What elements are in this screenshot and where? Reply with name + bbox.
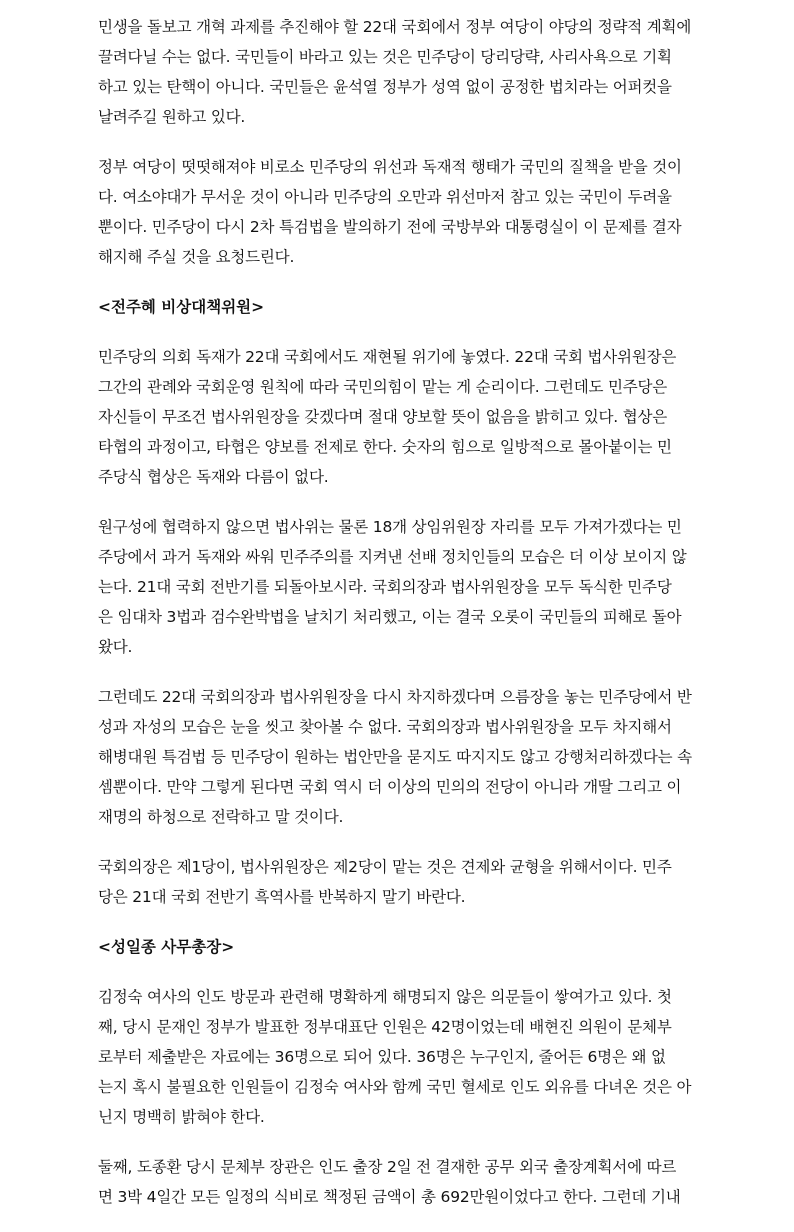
text-line: 주당식 협상은 독재와 다름이 없다.	[98, 468, 329, 486]
text-line: 끌려다닐 수는 없다. 국민들이 바라고 있는 것은 민주당이 당리당략, 사리사욕으로 기획	[98, 48, 672, 66]
text-line: 원구성에 협력하지 않으면 법사위는 물론 18개 상임위원장 자리를 모두 가져가겠다는 민	[98, 518, 682, 536]
text-line: 주당에서 과거 독재와 싸워 민주주의를 지켜낸 선배 정치인들의 모습은 더 이상 보이지 않	[98, 548, 687, 566]
text-line: 자신들이 무조건 법사위원장을 갖겠다며 절대 양보할 뜻이 없음을 밝히고 있다. 협상은	[98, 408, 668, 426]
text-line: 왔다.	[98, 638, 133, 656]
text-line: 은 임대차 3법과 검수완박법을 날치기 처리했고, 이는 결국 오롯이 국민들의 피해로 돌아	[98, 608, 682, 626]
text-line: 닌지 명백히 밝혀야 한다.	[98, 1108, 265, 1126]
text-line: 해지해 주실 것을 요청드린다.	[98, 248, 295, 266]
document-page	[98, 12, 698, 1232]
text-line: 재명의 하청으로 전락하고 말 것이다.	[98, 808, 344, 826]
paragraph	[98, 982, 698, 1132]
text-line: 민주당의 의회 독재가 22대 국회에서도 재현될 위기에 놓였다. 22대 국회 법사위원장은	[98, 348, 677, 366]
paragraph	[98, 12, 698, 132]
text-line: 그간의 관례와 국회운영 원칙에 따라 국민의힘이 맡는 게 순리이다. 그런데도 민주당은	[98, 378, 668, 396]
speaker-heading: <전주혜 비상대책위원>	[98, 298, 265, 316]
text-line: 날려주길 원하고 있다.	[98, 108, 246, 126]
text-line: 둘째, 도종환 당시 문체부 장관은 인도 출장 2일 전 결재한 공무 외국 출장계획서에 따르	[98, 1158, 677, 1176]
text-line: 타협의 과정이고, 타협은 양보를 전제로 한다. 숫자의 힘으로 일방적으로 몰아붙이는 민	[98, 438, 672, 456]
text-line: 당은 21대 국회 전반기 흑역사를 반복하지 말기 바란다.	[98, 888, 466, 906]
paragraph	[98, 512, 698, 662]
text-line: 성과 자성의 모습은 눈을 씻고 찾아볼 수 없다. 국회의장과 법사위원장을 모두 차지해서	[98, 718, 672, 736]
text-line: 민생을 돌보고 개혁 과제를 추진해야 할 22대 국회에서 정부 여당이 야당의 정략적 계획에	[98, 18, 692, 36]
text-line: 다. 여소야대가 무서운 것이 아니라 민주당의 오만과 위선마저 참고 있는 국민이 두려울	[98, 188, 672, 206]
paragraph	[98, 342, 698, 492]
text-line: 째, 당시 문재인 정부가 발표한 정부대표단 인원은 42명이었는데 배현진 의원이 문체부	[98, 1018, 672, 1036]
text-line: 뿐이다. 민주당이 다시 2차 특검법을 발의하기 전에 국방부와 대통령실이 이 문제를 결자	[98, 218, 682, 236]
text-line: 하고 있는 탄핵이 아니다. 국민들은 윤석열 정부가 성역 없이 공정한 법치라는 어퍼컷을	[98, 78, 672, 96]
text-line: 그런데도 22대 국회의장과 법사위원장을 다시 차지하겠다며 으름장을 놓는 민주당에서 반	[98, 688, 692, 706]
paragraph	[98, 1152, 698, 1212]
paragraph	[98, 152, 698, 272]
text-line: 국회의장은 제1당이, 법사위원장은 제2당이 맡는 것은 견제와 균형을 위해서이다. 민주	[98, 858, 672, 876]
text-line: 김정숙 여사의 인도 방문과 관련해 명확하게 해명되지 않은 의문들이 쌓여가고 있다. 첫	[98, 988, 672, 1006]
text-line: 로부터 제출받은 자료에는 36명으로 되어 있다. 36명은 누구인지, 줄어든 6명은 왜 없	[98, 1048, 666, 1066]
text-line: 면 3박 4일간 모든 일정의 식비로 책정된 금액이 총 692만원이었다고 한다. 그런데 기내	[98, 1188, 681, 1206]
paragraph	[98, 852, 698, 912]
paragraph	[98, 682, 698, 832]
text-line: 는지 혹시 불필요한 인원들이 김정숙 여사와 함께 국민 혈세로 인도 외유를 다녀온 것은 아	[98, 1078, 692, 1096]
text-line: 셈뿐이다. 만약 그렇게 된다면 국회 역시 더 이상의 민의의 전당이 아니라 개딸 그리고 이	[98, 778, 682, 796]
text-line: 는다. 21대 국회 전반기를 되돌아보시라. 국회의장과 법사위원장을 모두 독식한 민주당	[98, 578, 672, 596]
text-line: 정부 여당이 떳떳해져야 비로소 민주당의 위선과 독재적 행태가 국민의 질책을 받을 것이	[98, 158, 682, 176]
text-line: 해병대원 특검법 등 민주당이 원하는 법안만을 묻지도 따지지도 않고 강행처리하겠다는 속	[98, 748, 692, 766]
speaker-heading: <성일종 사무총장>	[98, 938, 235, 956]
